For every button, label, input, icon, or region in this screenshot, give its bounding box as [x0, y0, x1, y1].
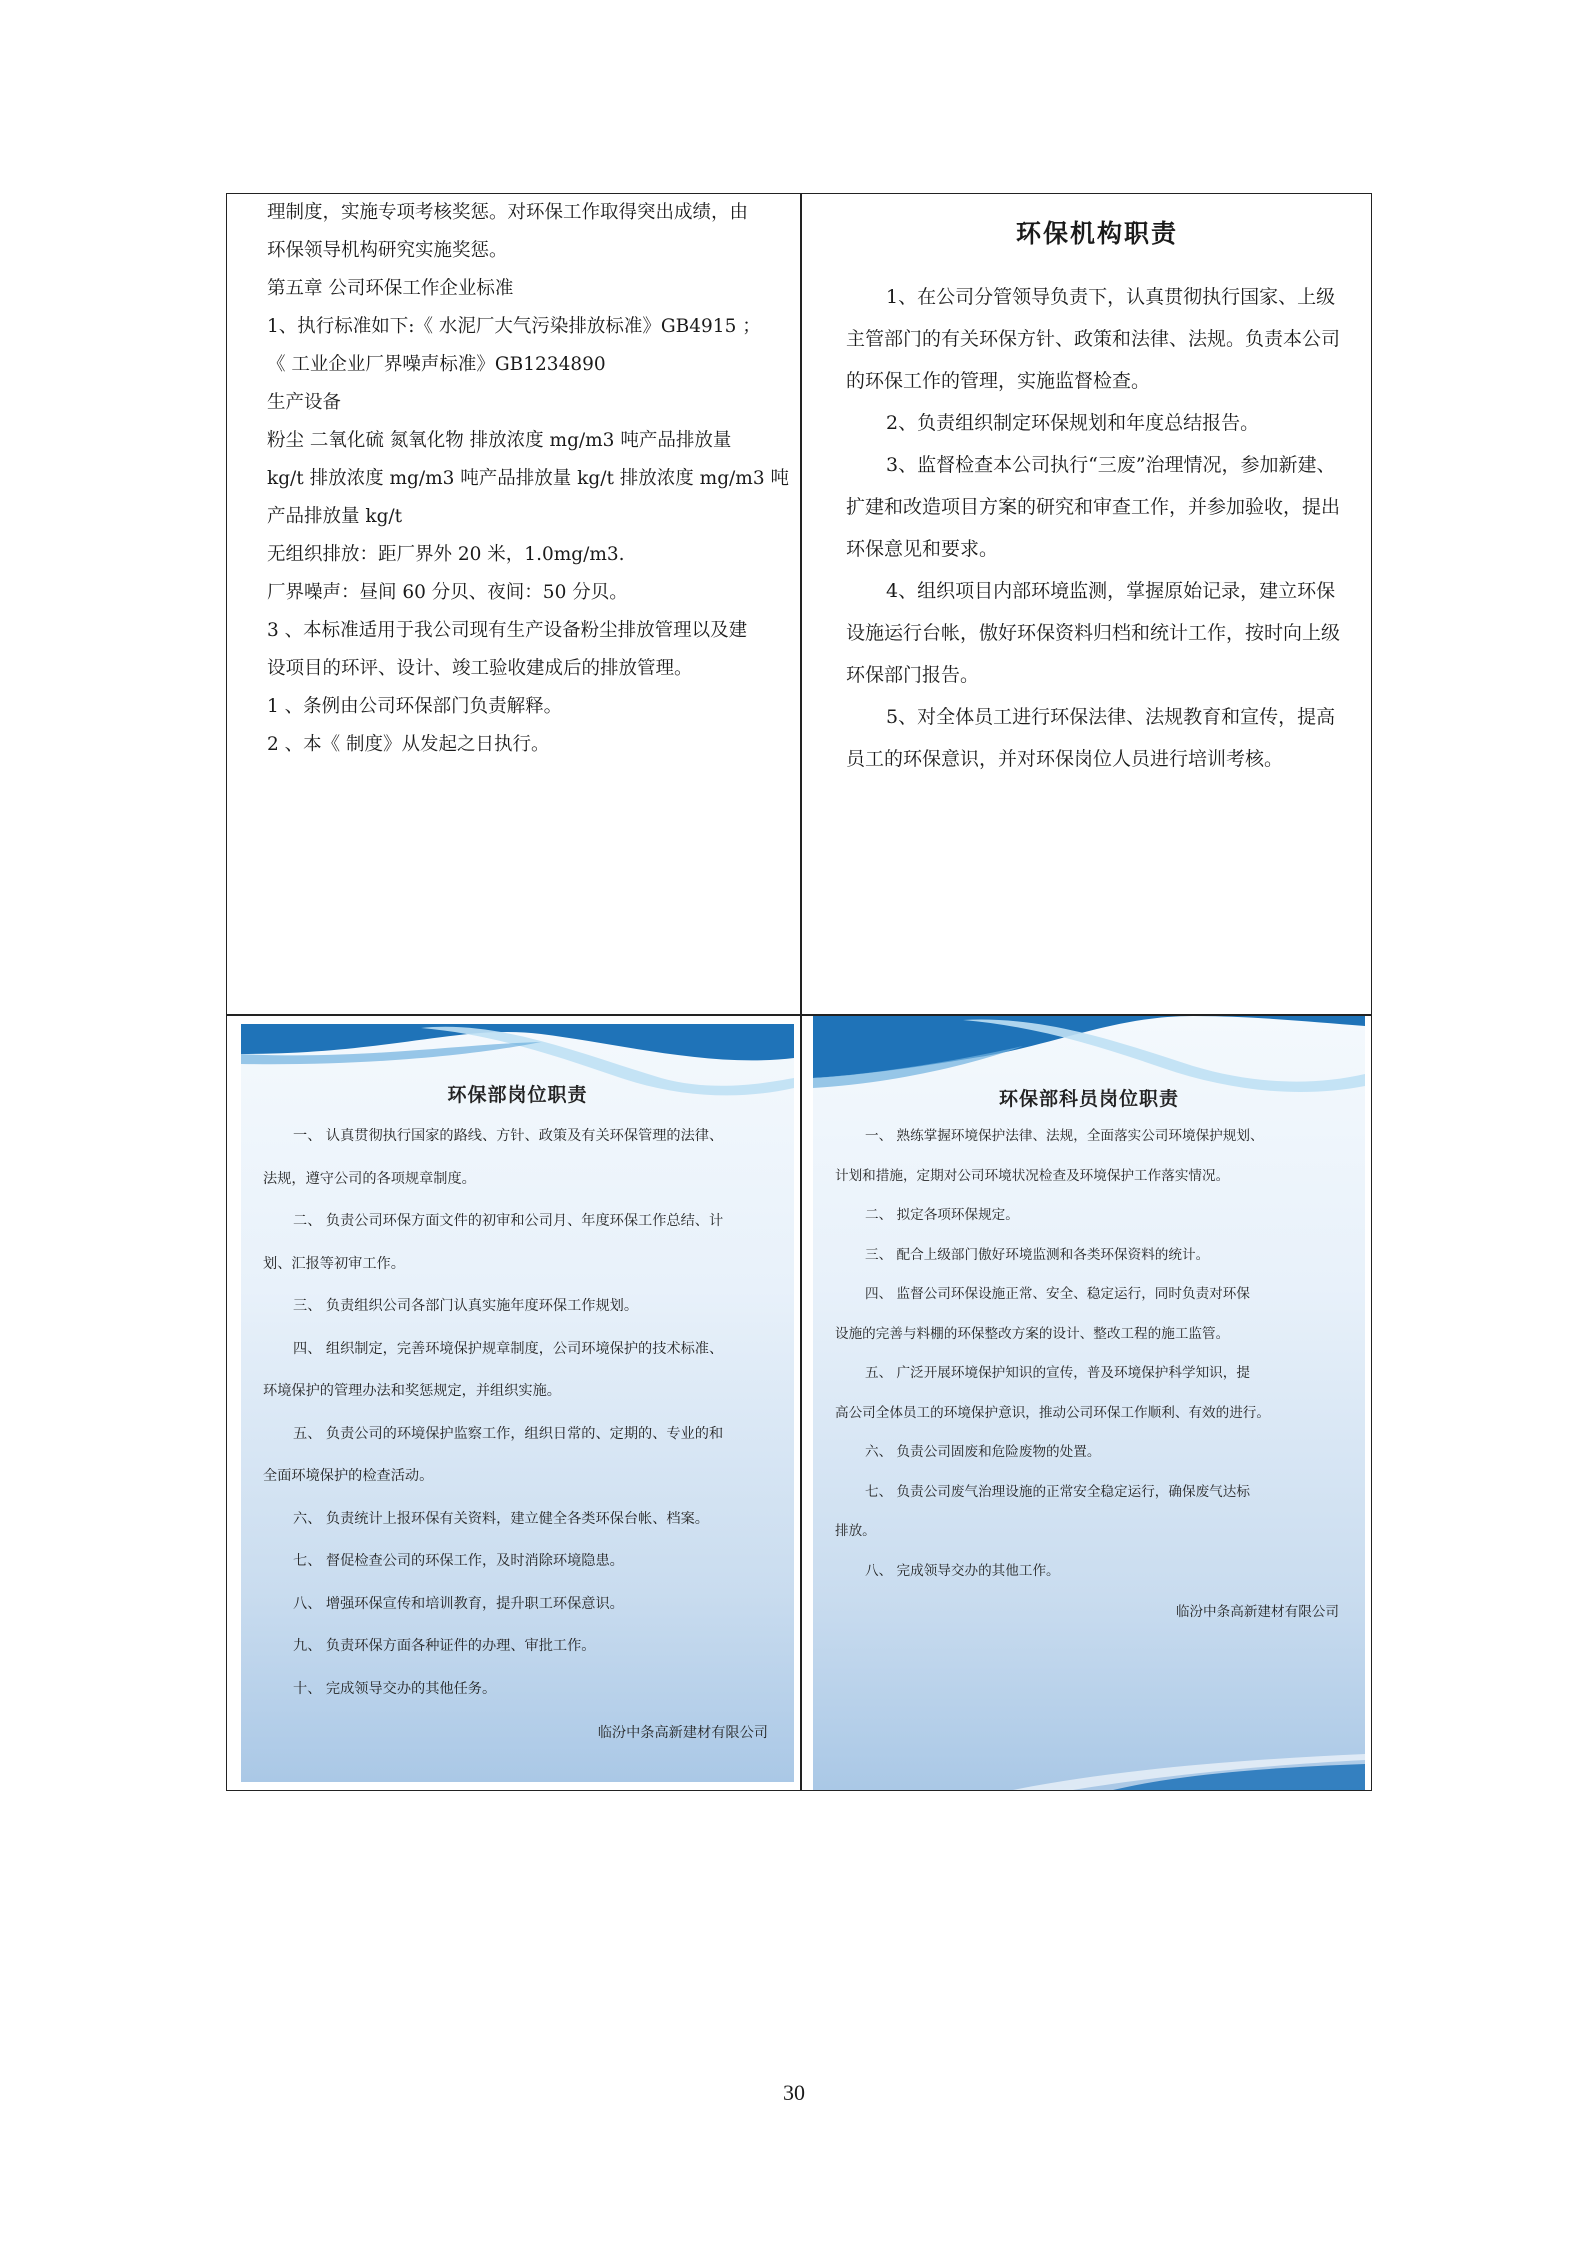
agency-duties-title: 环保机构职责 — [1015, 219, 1178, 248]
content-table — [226, 193, 1372, 1791]
duty-line: 一、 熟练掌握环境保护法律、法规，全面落实公司环境保护规划、 — [865, 1128, 1264, 1144]
text-line: 2、负责组织制定环保规划和年度总结报告。 — [886, 412, 1260, 434]
text-line: 生产设备 — [267, 392, 342, 413]
text-line: 设项目的环评、设计、竣工验收建成后的排放管理。 — [267, 658, 693, 679]
duty-line: 二、 负责公司环保方面文件的初审和公司月、年度环保工作总结、计 — [293, 1213, 724, 1229]
duty-line: 环境保护的管理办法和奖惩规定，并组织实施。 — [263, 1383, 561, 1399]
text-line: 环保意见和要求。 — [846, 538, 999, 560]
text-line: 5、对全体员工进行环保法律、法规教育和宣传，提高 — [886, 706, 1336, 728]
text-line: 《 工业企业厂界噪声标准》GB1234890 — [267, 354, 606, 375]
department-duties-poster — [241, 1024, 794, 1782]
text-line: 1、在公司分管领导负责下，认真贯彻执行国家、上级 — [886, 286, 1336, 308]
company-name: 临汾中条高新建材有限公司 — [597, 1725, 768, 1741]
page-number: 30 — [783, 2080, 805, 2105]
text-line: 扩建和改造项目方案的研究和审查工作，并参加验收，提出 — [846, 496, 1341, 518]
duty-line: 一、 认真贯彻执行国家的路线、方针、政策及有关环保管理的法律、 — [293, 1128, 724, 1144]
text-line: 主管部门的有关环保方针、政策和法律、法规。负责本公司 — [846, 328, 1341, 350]
text-line: 无组织排放：距厂界外 20 米，1.0mg/m3. — [267, 544, 625, 565]
text-line: 环保部门报告。 — [846, 664, 980, 686]
duty-line: 七、 督促检查公司的环保工作，及时消除环境隐患。 — [293, 1553, 624, 1569]
duty-line: 九、 负责环保方面各种证件的办理、审批工作。 — [293, 1638, 596, 1654]
poster-title: 环保部科员岗位职责 — [998, 1088, 1179, 1110]
agency-duties-cell — [802, 194, 1372, 1014]
text-line: 1、执行标准如下:《 水泥厂大气污染排放标准》GB4915 ； — [267, 316, 761, 337]
text-line: 设施运行台帐，傲好环保资料归档和统计工作，按时向上级 — [846, 622, 1341, 644]
duty-line: 六、 负责公司固废和危险废物的处置。 — [865, 1444, 1101, 1460]
text-line: kg/t 排放浓度 mg/m3 吨产品排放量 kg/t 排放浓度 mg/m3 吨 — [267, 468, 789, 489]
duty-line: 计划和措施，定期对公司环境状况检查及环境保护工作落实情况。 — [835, 1167, 1230, 1184]
text-line: 员工的环保意识，并对环保岗位人员进行培训考核。 — [846, 748, 1284, 770]
regulation-text-cell — [227, 194, 800, 1014]
text-line: 产品排放量 kg/t — [267, 506, 403, 527]
poster-wave-footer — [813, 1750, 1365, 1790]
text-line: 粉尘 二氧化硫 氮氧化物 排放浓度 mg/m3 吨产品排放量 — [267, 430, 732, 451]
text-line: 理制度，实施专项考核奖惩。对环保工作取得突出成绩，由 — [267, 202, 749, 223]
duty-line: 排放。 — [835, 1523, 876, 1539]
duty-line: 四、 组织制定，完善环境保护规章制度，公司环境保护的技术标准、 — [293, 1340, 724, 1357]
duty-line: 七、 负责公司废气治理设施的正常安全稳定运行，确保废气达标 — [865, 1483, 1250, 1500]
duty-line: 四、 监督公司环保设施正常、安全、稳定运行，同时负责对环保 — [865, 1286, 1250, 1302]
duty-line: 三、 配合上级部门傲好环境监测和各类环保资料的统计。 — [865, 1246, 1210, 1263]
duty-line: 全面环境保护的检查活动。 — [263, 1468, 434, 1484]
duty-line: 八、 完成领导交办的其他工作。 — [865, 1562, 1060, 1579]
text-line: 1 、条例由公司环保部门负责解释。 — [267, 696, 563, 717]
duty-line: 二、 拟定各项环保规定。 — [865, 1207, 1019, 1223]
staff-duties-poster — [813, 1016, 1365, 1790]
duty-line: 五、 广泛开展环境保护知识的宣传，普及环境保护科学知识，提 — [865, 1365, 1250, 1381]
duty-line: 八、 增强环保宣传和培训教育，提升职工环保意识。 — [293, 1595, 624, 1612]
duty-line: 十、 完成领导交办的其他任务。 — [293, 1680, 497, 1697]
text-line: 2 、本《 制度》从发起之日执行。 — [267, 734, 550, 755]
duty-line: 划、汇报等初审工作。 — [263, 1255, 405, 1272]
duty-line: 高公司全体员工的环境保护意识，推动公司环保工作顺利、有效的进行。 — [835, 1404, 1270, 1421]
duty-line: 设施的完善与料棚的环保整改方案的设计、整改工程的施工监管。 — [835, 1325, 1230, 1342]
text-line: 3、监督检查本公司执行“三废”治理情况，参加新建、 — [886, 454, 1336, 476]
text-line: 4、组织项目内部环境监测，掌握原始记录，建立环保 — [886, 580, 1336, 602]
company-name: 临汾中条高新建材有限公司 — [1175, 1604, 1339, 1620]
text-line: 3 、本标准适用于我公司现有生产设备粉尘排放管理以及建 — [267, 620, 748, 641]
chapter-heading: 第五章 公司环保工作企业标准 — [267, 278, 514, 299]
text-line: 的环保工作的管理，实施监督检查。 — [846, 370, 1151, 392]
text-line: 厂界噪声：昼间 60 分贝、夜间：50 分贝。 — [267, 582, 628, 603]
duty-line: 三、 负责组织公司各部门认真实施年度环保工作规划。 — [293, 1298, 639, 1314]
duty-line: 六、 负责统计上报环保有关资料，建立健全各类环保台帐、档案。 — [293, 1510, 709, 1527]
text-line: 环保领导机构研究实施奖惩。 — [267, 240, 508, 261]
duty-line: 五、 负责公司的环境保护监察工作，组织日常的、定期的、专业的和 — [293, 1425, 724, 1442]
duty-line: 法规，遵守公司的各项规章制度。 — [263, 1170, 476, 1187]
poster-title: 环保部岗位职责 — [447, 1084, 588, 1106]
